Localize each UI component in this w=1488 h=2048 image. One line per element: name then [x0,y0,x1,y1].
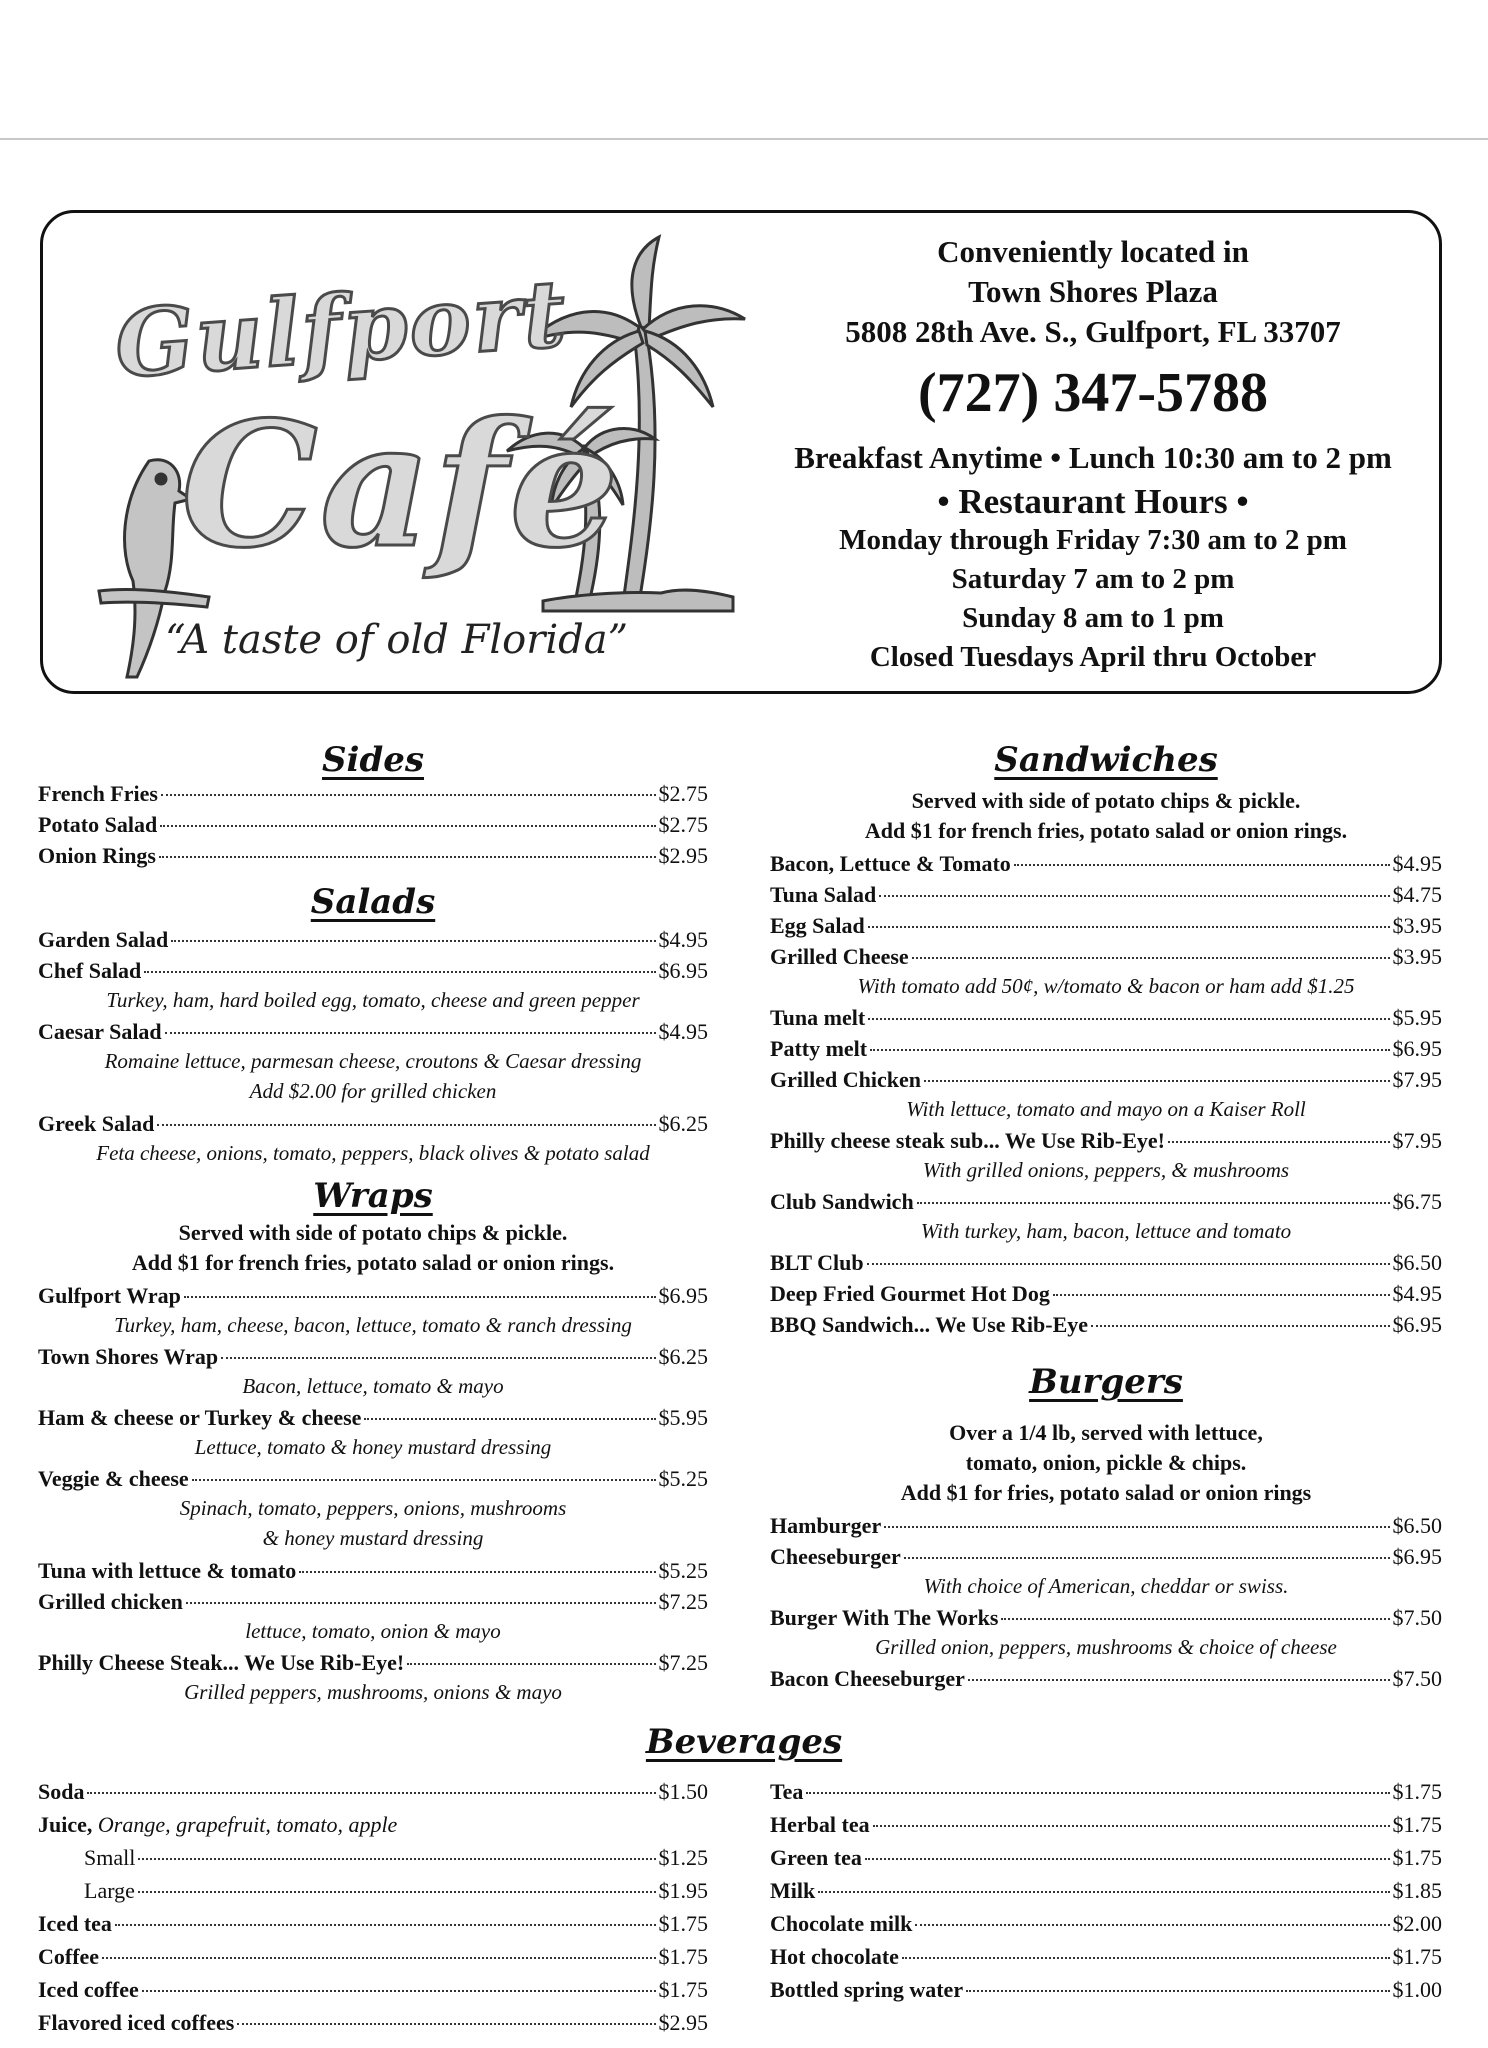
sandwiches-note: Add $1 for french fries, potato salad or onion rings. [864,818,1348,843]
item-description: Feta cheese, onions, tomato, peppers, black olives & potato salad [96,1141,650,1165]
meal-times: Breakfast Anytime • Lunch 10:30 am to 2 pm [794,440,1392,475]
menu-item: Deep Fried Gourmet Hot Dog $4.95 [770,1281,1442,1306]
logo-gulfport-text: Gulfport [111,259,571,399]
wraps-title: Wraps [313,1176,433,1216]
wraps-note: Served with side of potato chips & pickle. [178,1220,568,1245]
address: 5808 28th Ave. S., Gulfport, FL 33707 [845,314,1341,349]
menu-item: Flavored iced coffees $2.95 [38,2010,708,2035]
logo-tagline: “A taste of old Florida” [165,617,629,663]
menu-item: BLT Club $6.50 [770,1250,1442,1275]
logo [43,213,743,693]
hours-closed: Closed Tuesdays April thru October [869,641,1317,673]
menu-item: Coffee $1.75 [38,1944,708,1969]
item-description: Turkey, ham, cheese, bacon, lettuce, tomato & ranch dressing [114,1313,632,1337]
item-description: & honey mustard dressing [262,1526,484,1550]
menu-item: Greek Salad $6.25 [38,1111,708,1136]
logo-cafe-text: Café [181,383,621,586]
menu-item: Garden Salad $4.95 [38,927,708,952]
menu-item: Town Shores Wrap $6.25 [38,1344,708,1369]
menu-item: Patty melt $6.95 [770,1036,1442,1061]
restaurant-info [743,213,1442,693]
menu-item: Egg Salad $3.95 [770,913,1442,938]
hours-title: • Restaurant Hours • [937,482,1249,521]
sandwiches-title: Sandwiches [994,740,1218,780]
menu-item: Small $1.25 [84,1845,708,1870]
menu-item: Hot chocolate $1.75 [770,1944,1442,1969]
header-banner [40,210,1442,694]
sides-title: Sides [321,740,425,780]
item-description: lettuce, tomato, onion & mayo [245,1619,501,1643]
item-description: Grilled onion, peppers, mushrooms & choice of cheese [875,1635,1337,1659]
item-description: With grilled onions, peppers, & mushrooms [922,1158,1290,1182]
beverages-title: Beverages [645,1722,843,1762]
menu-item: Herbal tea $1.75 [770,1812,1442,1837]
menu-item: Hamburger $6.50 [770,1513,1442,1538]
menu-item: Large $1.95 [84,1878,708,1903]
item-description: Add $2.00 for grilled chicken [249,1079,497,1103]
item-description: With turkey, ham, bacon, lettuce and tomato [920,1219,1292,1243]
item-description: Bacon, lettuce, tomato & mayo [242,1374,504,1398]
item-description: Spinach, tomato, peppers, onions, mushrooms [179,1496,567,1520]
burgers-note: Over a 1/4 lb, served with lettuce, [949,1420,1263,1445]
menu-item: Soda $1.50 [38,1779,708,1804]
item-description: With tomato add 50¢, w/tomato & bacon or ham add $1.25 [857,974,1355,998]
menu-item: Cheeseburger $6.95 [770,1544,1442,1569]
menu-item: Philly Cheese Steak... We Use Rib-Eye! $7.25 [38,1650,708,1675]
menu-item: Iced coffee $1.75 [38,1977,708,2002]
item-description: Turkey, ham, hard boiled egg, tomato, cheese and green pepper [106,988,640,1012]
burgers-note: tomato, onion, pickle & chips. [965,1450,1247,1475]
location-line-2: Town Shores Plaza [968,274,1218,309]
wraps-note: Add $1 for french fries, potato salad or onion rings. [131,1250,615,1275]
menu-item: Juice, Orange, grapefruit, tomato, apple [38,1812,398,1837]
burgers-note: Add $1 for fries, potato salad or onion rings [900,1480,1312,1505]
hours-weekday: Monday through Friday 7:30 am to 2 pm [839,524,1347,556]
phone-number: (727) 347-5788 [918,362,1268,424]
menu-item: Grilled chicken $7.25 [38,1589,708,1614]
sandwiches-note: Served with side of potato chips & pickle. [911,788,1301,813]
menu-item: Bacon Cheeseburger $7.50 [770,1666,1442,1691]
page-top-rule [0,138,1488,140]
menu-item: Gulfport Wrap $6.95 [38,1283,708,1308]
menu-item: Bacon, Lettuce & Tomato $4.95 [770,851,1442,876]
item-description: Romaine lettuce, parmesan cheese, croutons & Caesar dressing [104,1049,642,1073]
menu-item: Tea $1.75 [770,1779,1442,1804]
menu-item: Philly cheese steak sub... We Use Rib-Eye! $7.95 [770,1128,1442,1153]
menu-item: Veggie & cheese $5.25 [38,1466,708,1491]
menu-item: Chocolate milk $2.00 [770,1911,1442,1936]
menu-item: Grilled Chicken $7.95 [770,1067,1442,1092]
item-description: Lettuce, tomato & honey mustard dressing [194,1435,552,1459]
item-description: With lettuce, tomato and mayo on a Kaiser Roll [906,1097,1306,1121]
salads-title: Salads [310,882,436,922]
menu-item: French Fries $2.75 [38,781,708,806]
menu-item: Milk $1.85 [770,1878,1442,1903]
menu-item: BBQ Sandwich... We Use Rib-Eye $6.95 [770,1312,1442,1337]
hours-sunday: Sunday 8 am to 1 pm [962,602,1224,634]
menu-item: Caesar Salad $4.95 [38,1019,708,1044]
menu-item: Tuna Salad $4.75 [770,882,1442,907]
menu-item: Chef Salad $6.95 [38,958,708,983]
menu-item: Tuna with lettuce & tomato $5.25 [38,1558,708,1583]
menu-item: Bottled spring water $1.00 [770,1977,1442,2002]
menu-item: Green tea $1.75 [770,1845,1442,1870]
menu-item: Burger With The Works $7.50 [770,1605,1442,1630]
menu-item: Iced tea $1.75 [38,1911,708,1936]
hours-saturday: Saturday 7 am to 2 pm [951,563,1235,595]
menu-item: Club Sandwich $6.75 [770,1189,1442,1214]
burgers-title: Burgers [1029,1362,1183,1402]
menu-item: Tuna melt $5.95 [770,1005,1442,1030]
menu-item: Onion Rings $2.95 [38,843,708,868]
menu-item: Potato Salad $2.75 [38,812,708,837]
item-description: With choice of American, cheddar or swiss. [923,1574,1289,1598]
location-line-1: Conveniently located in [937,234,1249,269]
menu-item: Ham & cheese or Turkey & cheese $5.95 [38,1405,708,1430]
item-description: Grilled peppers, mushrooms, onions & mayo [184,1680,562,1704]
menu-item: Grilled Cheese $3.95 [770,944,1442,969]
